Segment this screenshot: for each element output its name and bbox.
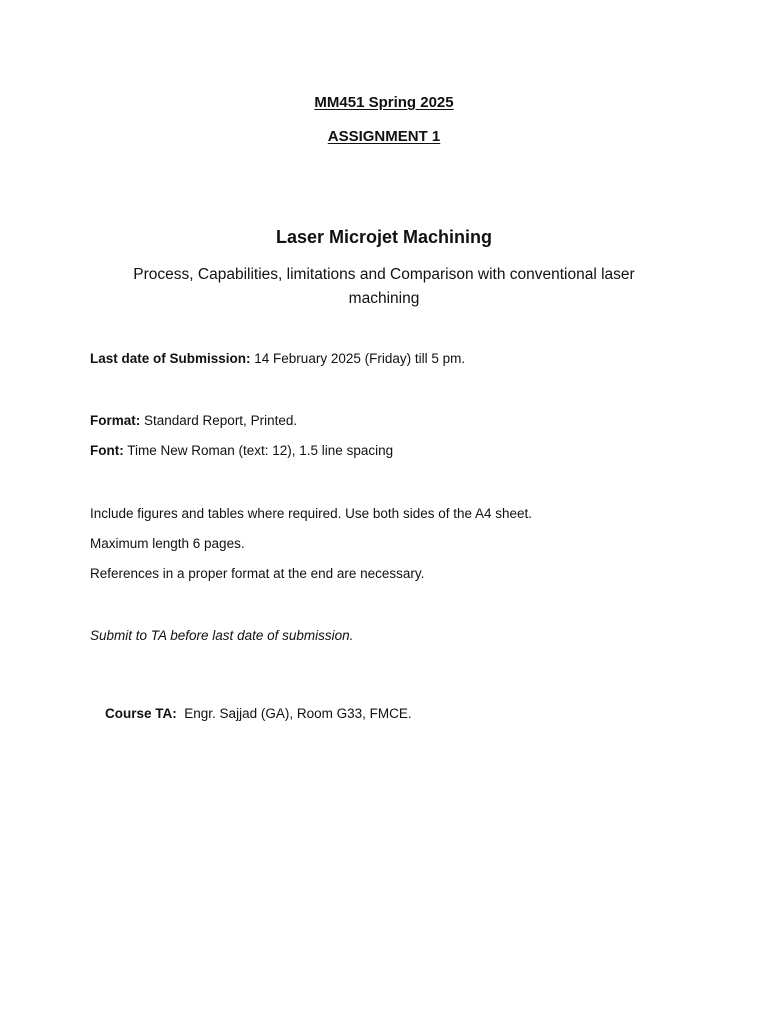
assignment-heading: ASSIGNMENT 1	[327, 128, 441, 145]
format-value: Standard Report, Printed.	[140, 413, 298, 428]
instruction-item: References in a proper format at the end are necessary.	[90, 566, 425, 581]
course-ta-line	[90, 691, 412, 736]
submission-deadline	[90, 351, 465, 366]
font-label: Font:	[90, 443, 124, 458]
course-heading: MM451 Spring 2025	[314, 94, 454, 111]
format-label: Format:	[90, 413, 141, 428]
document-title: Laser Microjet Machining	[275, 227, 493, 247]
font-line	[90, 443, 393, 458]
course-ta-label: Course TA:	[105, 706, 177, 721]
submission-label: Last date of Submission:	[90, 351, 251, 366]
course-ta-value: Engr. Sajjad (GA), Room G33, FMCE.	[176, 706, 412, 721]
instruction-item: Include figures and tables where required. Use both sides of the A4 sheet.	[90, 506, 533, 521]
document-subtitle: Process, Capabilities, limitations and Comparison with conventional laser machining	[133, 266, 635, 307]
submission-value: 14 February 2025 (Friday) till 5 pm.	[250, 351, 466, 366]
instruction-item: Maximum length 6 pages.	[90, 536, 245, 551]
submit-note: Submit to TA before last date of submission.	[90, 628, 354, 643]
font-value: Time New Roman (text: 12), 1.5 line spacing	[123, 443, 394, 458]
format-line	[90, 413, 297, 428]
